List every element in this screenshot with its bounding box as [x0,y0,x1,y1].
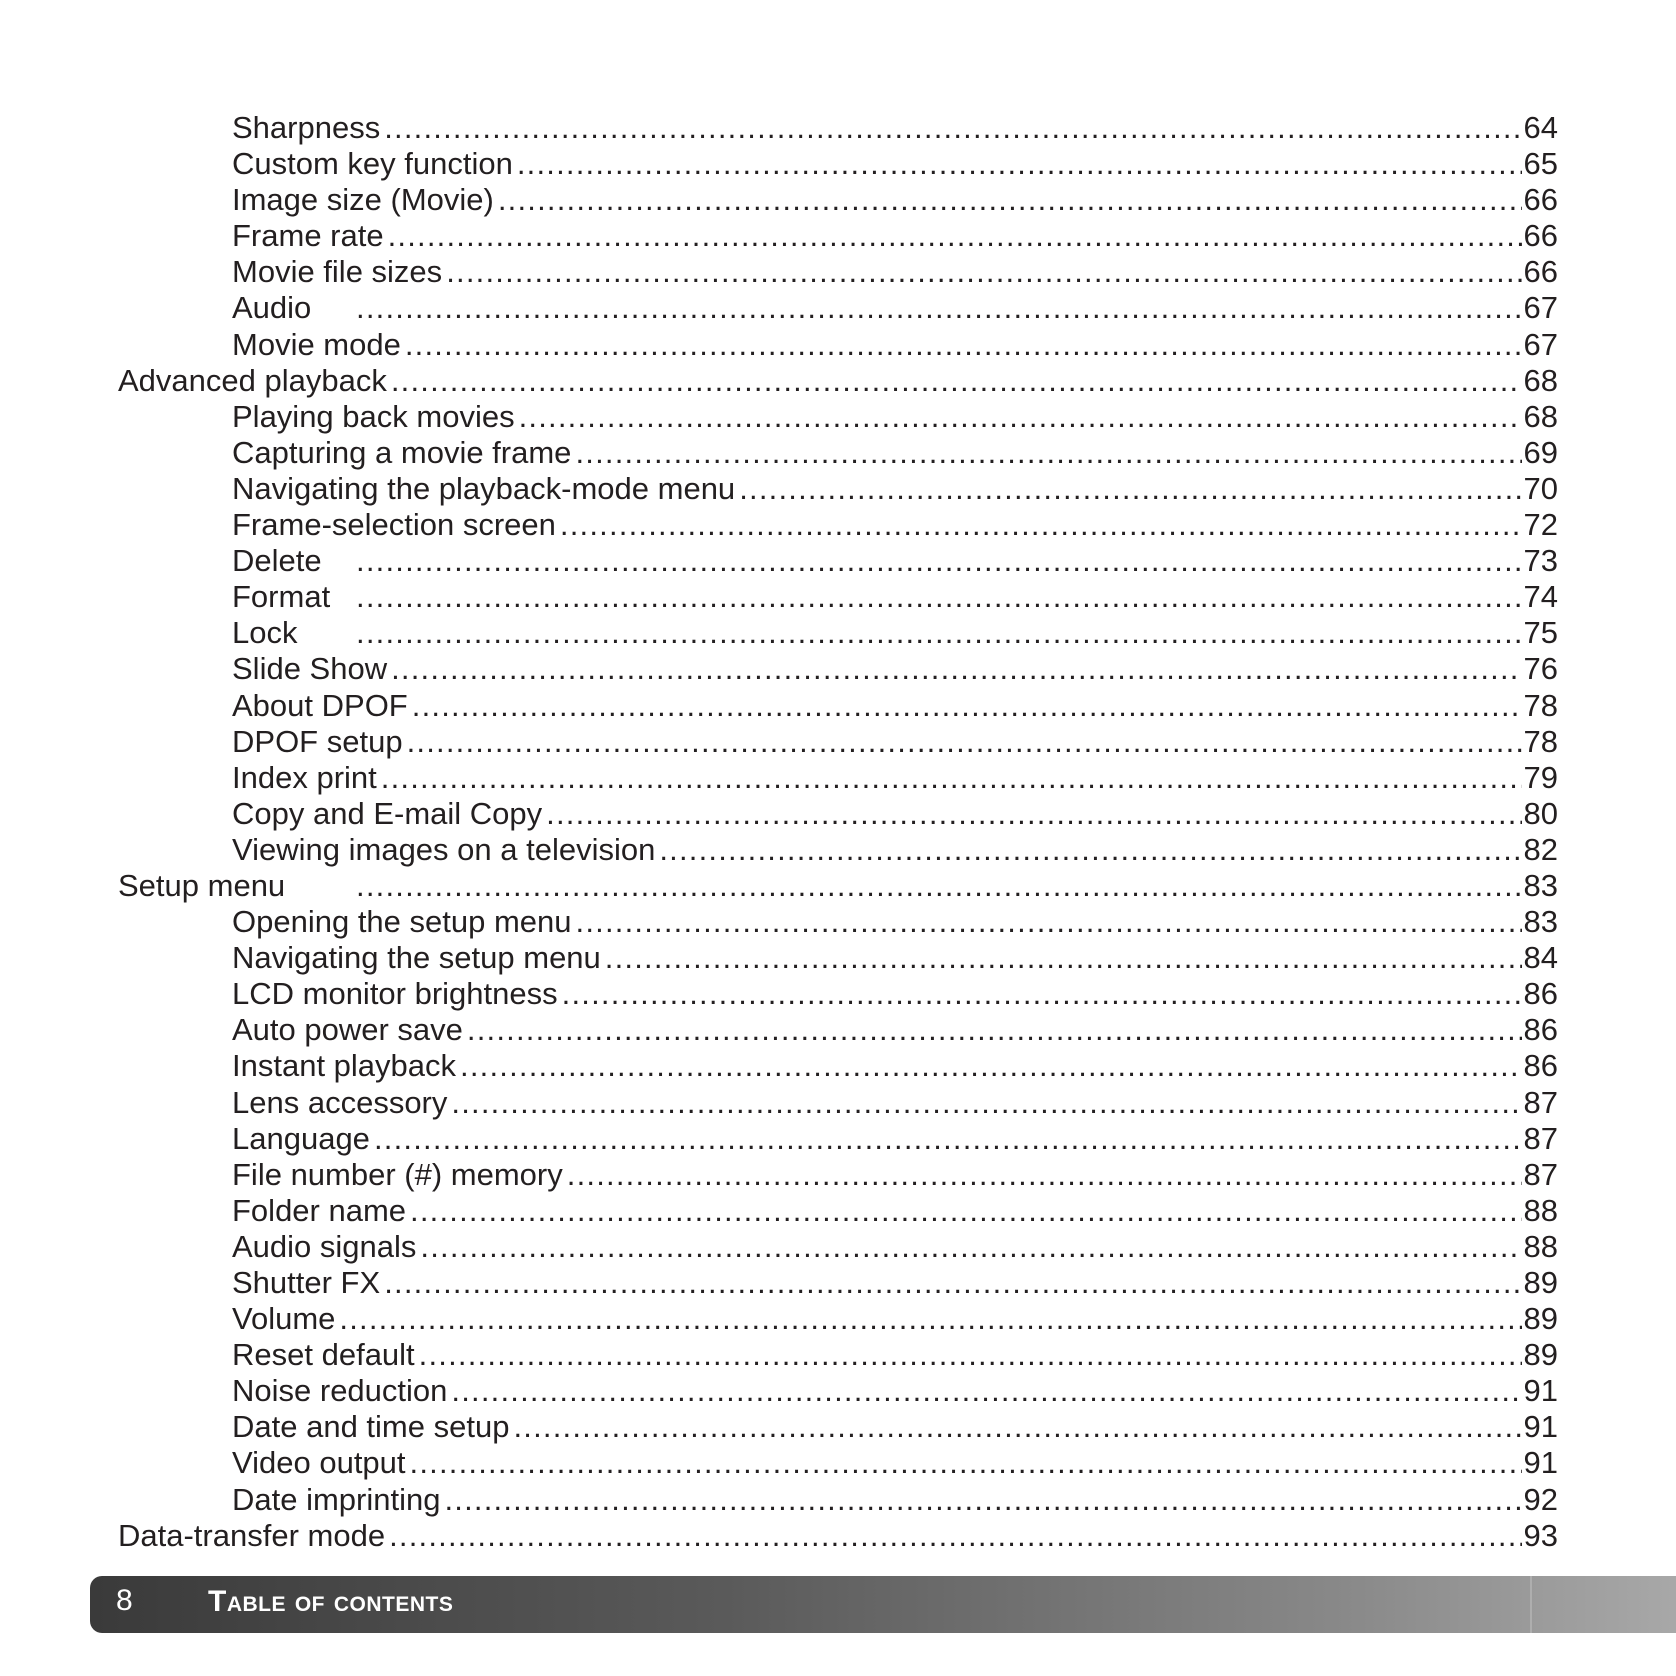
toc-entry[interactable] [118,1157,1558,1193]
dot-leader [405,327,1522,363]
toc-entry-title: Date imprinting [232,1481,441,1517]
toc-entry[interactable] [118,1409,1558,1445]
toc-entry[interactable] [118,1373,1558,1409]
toc-entry-title: Lock [232,615,298,651]
dot-leader [374,1121,1522,1157]
toc-entry-page-number: 70 [1523,470,1558,506]
toc-entry-title: Volume [232,1301,336,1337]
toc-entry-title: Frame-selection screen [232,507,556,543]
toc-entry-page-number: 87 [1523,1120,1558,1156]
toc-entry-page-number: 67 [1523,290,1558,326]
toc-entry[interactable] [118,651,1558,687]
dot-leader [419,1337,1522,1373]
toc-entry-page-number: 68 [1523,398,1558,434]
dot-leader [384,1265,1521,1301]
dot-leader [339,1301,1521,1337]
dot-leader [420,1229,1521,1265]
toc-entry-title: Navigating the playback-mode menu [232,470,736,506]
footer-divider [1530,1576,1532,1633]
toc-entry-page-number: 87 [1523,1084,1558,1120]
toc-entry-title: Index print [232,759,377,795]
toc-entry-title: Frame rate [232,218,384,254]
toc-entry-title: Audio [232,290,312,326]
toc-entry-title: Date and time setup [232,1409,510,1445]
toc-entry[interactable] [118,1445,1558,1481]
toc-entry-title: Instant playback [232,1048,457,1084]
toc-entry-page-number: 76 [1523,651,1558,687]
toc-entry-page-number: 75 [1523,615,1558,651]
toc-entry-title: Audio signals [232,1228,417,1264]
toc-entry[interactable] [118,471,1558,507]
dot-leader [739,471,1521,507]
dot-leader [519,399,1522,435]
dot-leader [356,290,1522,326]
toc-entry-title: Image size (Movie) [232,182,494,218]
dot-leader [517,146,1522,182]
toc-entry[interactable] [118,146,1558,182]
toc-entry[interactable] [118,1012,1558,1048]
toc-entry-title: Format [232,579,331,615]
toc-entry-page-number: 78 [1523,723,1558,759]
dot-leader [356,543,1522,579]
toc-entry-page-number: 64 [1523,110,1558,145]
toc-entry-page-number: 72 [1523,507,1558,543]
toc-entry[interactable] [118,760,1558,796]
toc-entry-page-number: 66 [1523,218,1558,254]
toc-entry[interactable] [118,1121,1558,1157]
toc-entry-title: Video output [232,1445,406,1481]
toc-entry[interactable] [118,254,1558,290]
toc-entry-page-number: 82 [1523,831,1558,867]
page-footer [90,1576,1676,1633]
toc-entry-title: Copy and E-mail Copy [232,795,543,831]
toc-entry[interactable] [118,110,1558,146]
toc-entry[interactable] [118,688,1558,724]
toc-entry-title: Capturing a movie frame [232,434,572,470]
toc-entry-title: File number (#) memory [232,1156,563,1192]
toc-entry[interactable] [118,182,1558,218]
toc-entry-title: Language [232,1120,370,1156]
dot-leader [391,363,1522,399]
toc-entry-page-number: 67 [1523,326,1558,362]
toc-entry-title: About DPOF [232,687,408,723]
toc-entry-page-number: 84 [1523,940,1558,976]
toc-entry[interactable] [118,290,1558,326]
toc-entry[interactable] [118,1048,1558,1084]
toc-entry[interactable] [118,218,1558,254]
toc-entry[interactable] [118,1301,1558,1337]
toc-entry[interactable] [118,1337,1558,1373]
toc-entry-title: Viewing images on a television [232,831,656,867]
toc-entry-page-number: 89 [1523,1265,1558,1300]
toc-entry[interactable] [118,1229,1558,1265]
toc-entry[interactable] [118,1265,1558,1301]
toc-entry-page-number: 92 [1523,1481,1558,1517]
dot-leader [384,110,1521,146]
toc-entry[interactable] [118,976,1558,1012]
toc-entry[interactable] [118,940,1558,976]
toc-entry-title: Advanced playback [118,362,387,398]
toc-entry[interactable] [118,399,1558,435]
toc-entry-page-number: 93 [1523,1517,1558,1553]
toc-entry-page-number: 87 [1523,1156,1558,1192]
dot-leader [562,976,1522,1012]
dot-leader [575,435,1521,471]
toc-entry-page-number: 91 [1523,1373,1558,1409]
toc-entry[interactable] [118,1085,1558,1121]
toc-entry-title: Delete [232,543,322,579]
toc-entry-title: Reset default [232,1337,415,1373]
toc-entry[interactable] [118,579,1558,615]
toc-entry-title: Movie mode [232,326,401,362]
toc-entry-page-number: 91 [1523,1409,1558,1445]
toc-entry[interactable] [118,1518,1558,1554]
dot-leader [605,940,1522,976]
toc-entry-title: Navigating the setup menu [232,940,601,976]
toc-entry-page-number: 65 [1523,146,1558,182]
dot-leader [389,1518,1521,1554]
dot-leader [446,254,1521,290]
dot-leader [546,796,1521,832]
dot-leader [560,507,1522,543]
toc-entry-page-number: 86 [1523,1048,1558,1084]
toc-entry[interactable] [118,904,1558,940]
toc-entry-page-number: 89 [1523,1337,1558,1373]
toc-entry[interactable] [118,363,1558,399]
toc-entry-page-number: 88 [1523,1192,1558,1228]
toc-entry-title: Folder name [232,1192,407,1228]
dot-leader [451,1085,1521,1121]
dot-leader [444,1482,1521,1518]
toc-entry-title: Data-transfer mode [118,1517,386,1553]
dot-leader [498,182,1522,218]
toc-entry-title: Sharpness [232,110,381,145]
toc-entry-page-number: 69 [1523,434,1558,470]
dot-leader [356,615,1522,651]
toc-entry-page-number: 68 [1523,362,1558,398]
toc-entry-page-number: 78 [1523,687,1558,723]
dot-leader [381,760,1522,796]
toc-entry-page-number: 86 [1523,976,1558,1012]
toc-entry[interactable] [118,507,1558,543]
toc-entry-title: Opening the setup menu [232,904,572,940]
dot-leader [407,724,1522,760]
section-title: Table of contents [208,1585,454,1618]
dot-leader [388,218,1522,254]
toc-entry[interactable] [118,1482,1558,1518]
dot-leader [391,651,1521,687]
toc-entry-page-number: 80 [1523,795,1558,831]
dot-leader [576,904,1522,940]
dot-leader [451,1373,1521,1409]
dot-leader [410,1193,1521,1229]
toc-entry-title: LCD monitor brightness [232,976,558,1012]
toc-entry-page-number: 73 [1523,543,1558,579]
toc-entry[interactable] [118,327,1558,363]
toc-entry-page-number: 79 [1523,759,1558,795]
dot-leader [513,1409,1521,1445]
toc-entry-page-number: 74 [1523,579,1558,615]
toc-entry-title: Playing back movies [232,398,515,434]
toc-entry[interactable] [118,796,1558,832]
toc-entry-title: Shutter FX [232,1265,381,1300]
dot-leader [567,1157,1522,1193]
toc-entry[interactable] [118,615,1558,651]
dot-leader [460,1048,1521,1084]
toc-entry-page-number: 83 [1523,867,1558,903]
dot-leader [410,1445,1522,1481]
page-number: 8 [116,1584,133,1617]
toc-entry-page-number: 66 [1523,182,1558,218]
toc-entry-title: Movie file sizes [232,254,443,290]
toc-entry-page-number: 86 [1523,1012,1558,1048]
toc-entry-title: Setup menu [118,867,286,903]
toc-entry[interactable] [118,543,1558,579]
table-of-contents-list [118,110,1558,1554]
dot-leader [356,868,1522,904]
toc-entry[interactable] [118,724,1558,760]
dot-leader [356,579,1522,615]
toc-entry[interactable] [118,1193,1558,1229]
toc-entry-page-number: 66 [1523,254,1558,290]
dot-leader [412,688,1522,724]
toc-entry-title: Noise reduction [232,1373,448,1409]
toc-entry[interactable] [118,868,1558,904]
toc-entry-page-number: 88 [1523,1228,1558,1264]
dot-leader [659,832,1521,868]
toc-entry-title: DPOF setup [232,723,403,759]
toc-entry-title: Custom key function [232,146,513,182]
toc-entry-title: Lens accessory [232,1084,448,1120]
toc-entry-title: Auto power save [232,1012,463,1048]
toc-entry-page-number: 83 [1523,904,1558,940]
toc-entry[interactable] [118,832,1558,868]
toc-entry-page-number: 89 [1523,1301,1558,1337]
toc-entry-title: Slide Show [232,651,388,687]
toc-entry-page-number: 91 [1523,1445,1558,1481]
toc-entry[interactable] [118,435,1558,471]
dot-leader [467,1012,1522,1048]
